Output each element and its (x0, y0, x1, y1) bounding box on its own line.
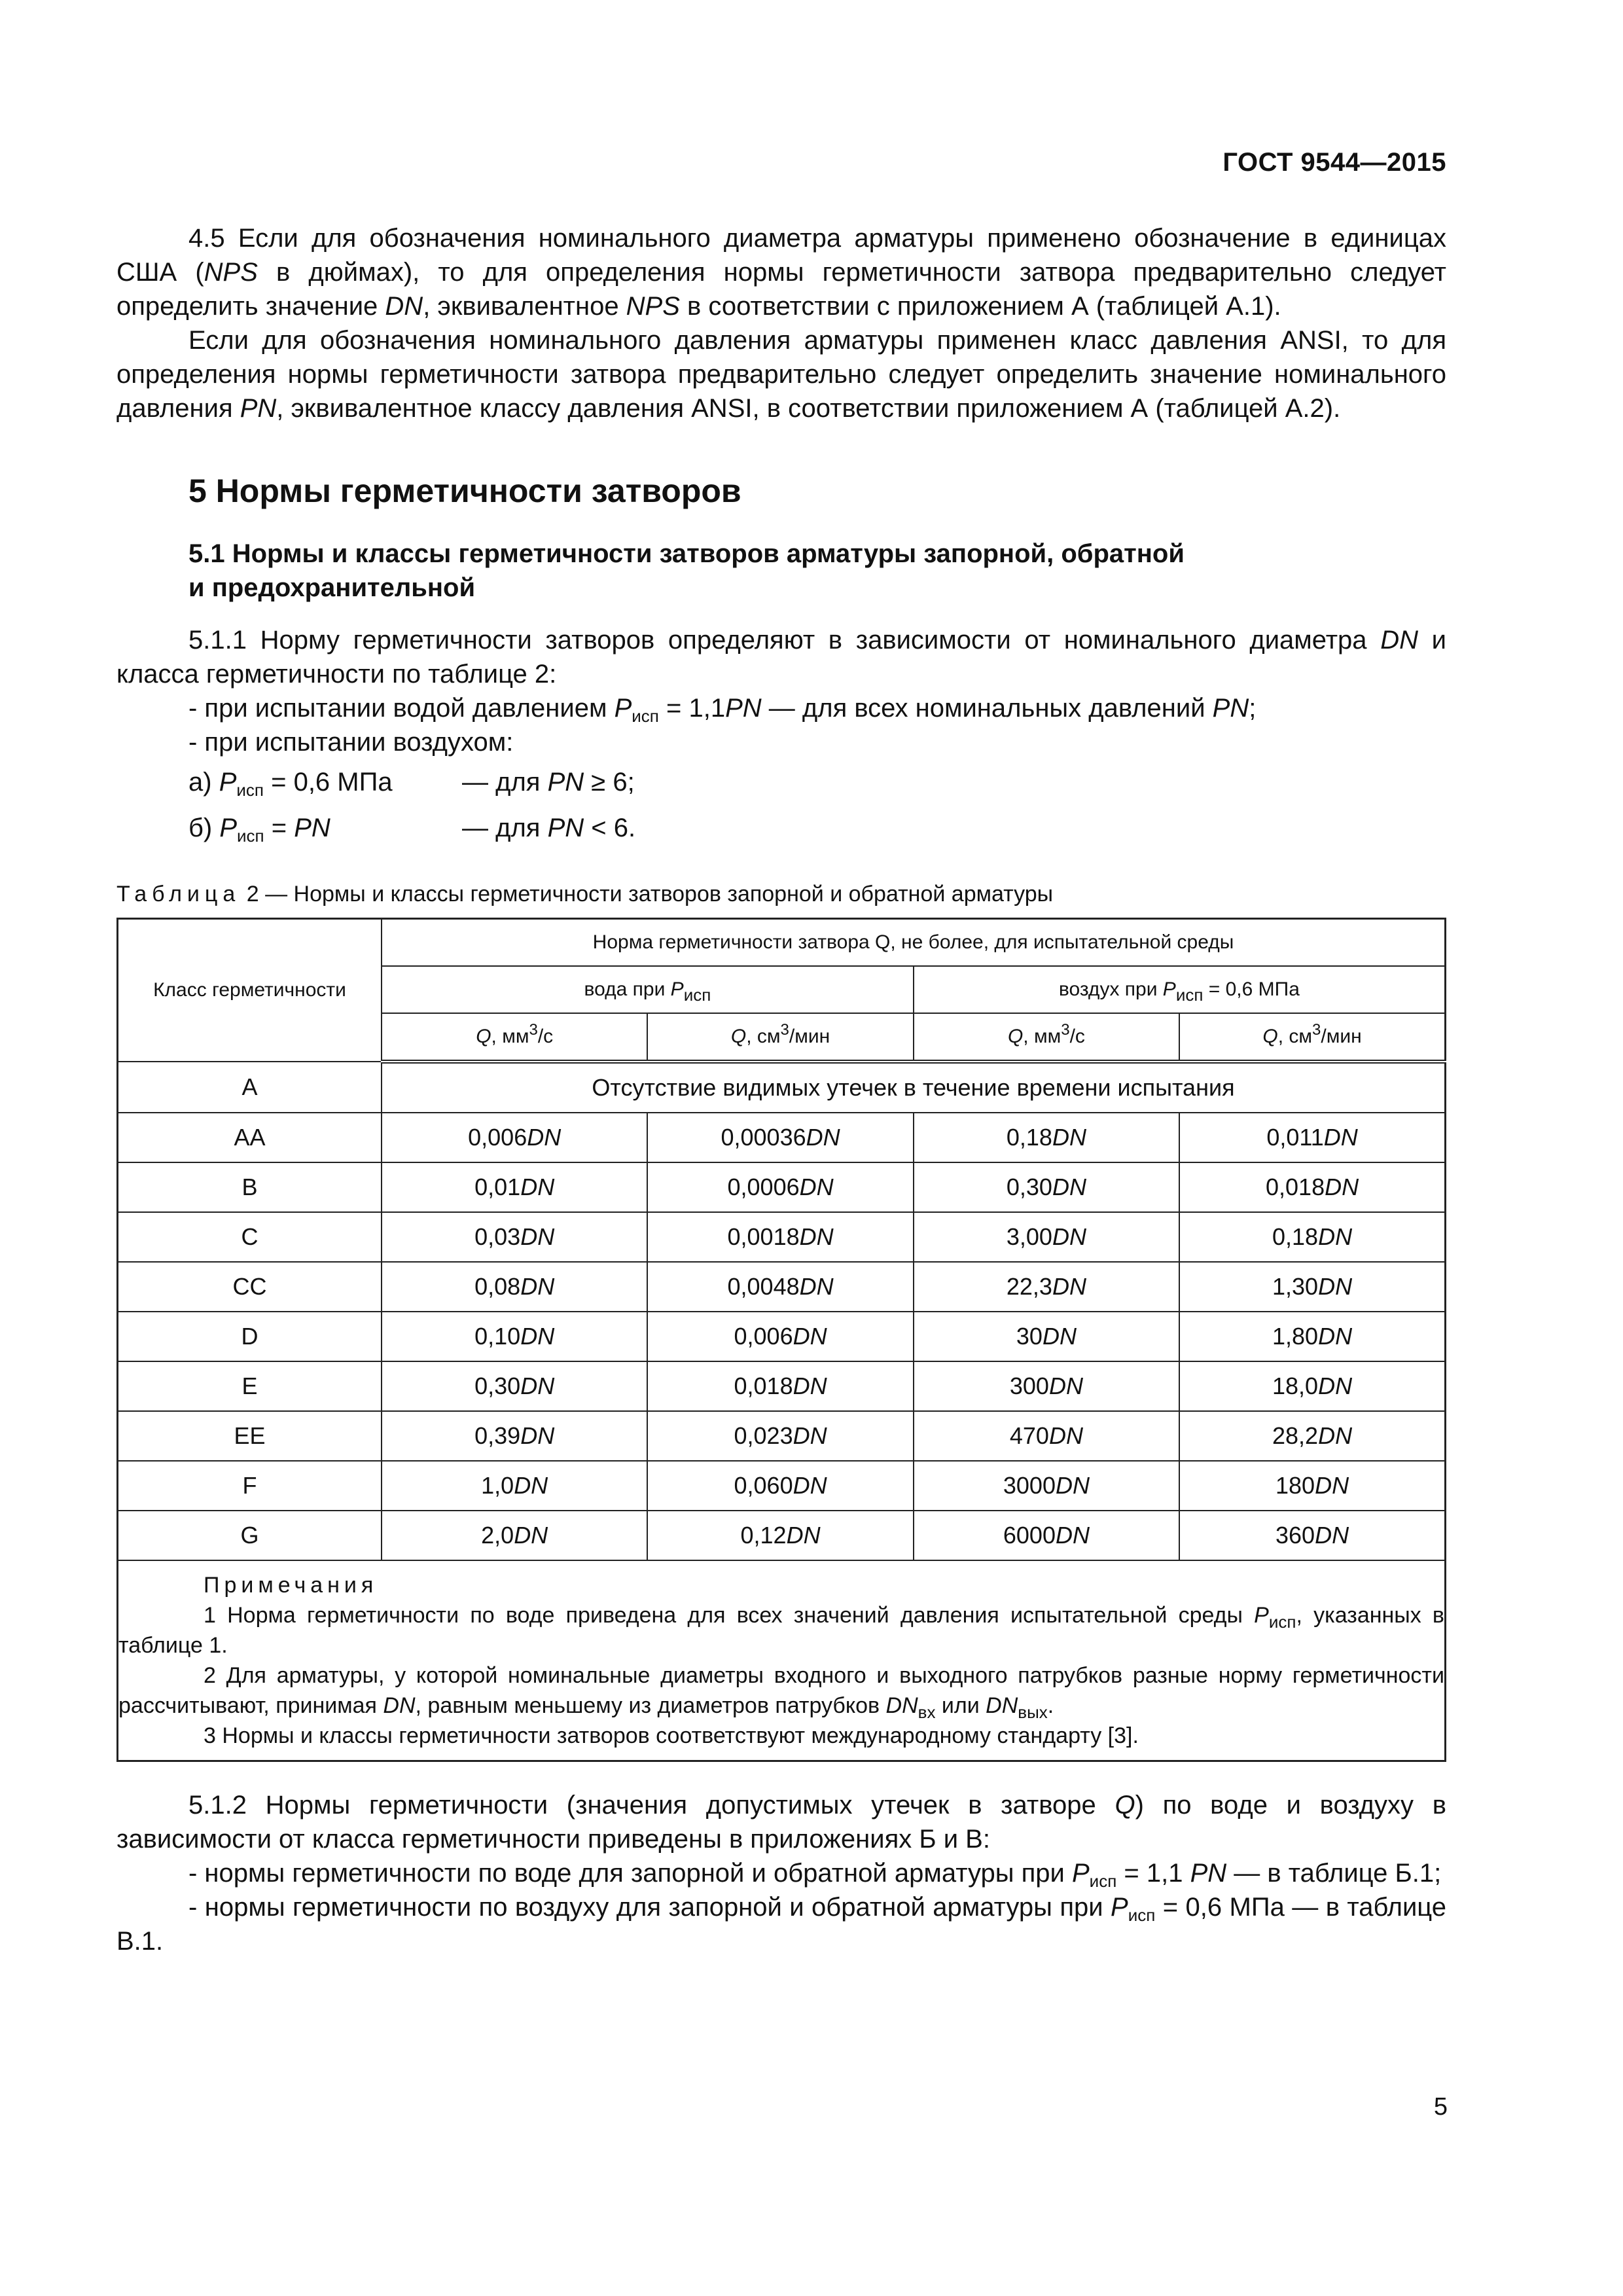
value-cell: 6000DN (914, 1511, 1179, 1560)
value-cell: 2,0DN (382, 1511, 647, 1560)
value-cell: 0,03DN (382, 1212, 647, 1262)
value-cell: 0,01DN (382, 1162, 647, 1212)
note-2: 2 Для арматуры, у которой номинальные диаметры входного и выходного патрубков разные норму герметичности рассчитывают, принимая DN, равным меньшему из диаметров патрубков $DN_{вх}$ или $DN_{вых}$. (118, 1663, 1444, 1722)
class-cell: A (118, 1062, 382, 1113)
condition-a: а) $P_{исп} = 0,6$ МПа — для PN ≥ 6; (188, 768, 635, 800)
class-cell: G (118, 1511, 382, 1560)
page-number: 5 (1433, 2093, 1448, 2121)
paragraph-4-5-1: 4.5 Если для обозначения номинального диаметра арматуры применено обозначение в единицах США (NPS в дюймах), то для определения нормы герметичности затвора предварительно следует определить значение DN, эквивалентное NPS в соответствии с приложением А (таблицей А.1). (116, 224, 1446, 321)
table-row (118, 1062, 1446, 1113)
value-cell: 0,0006DN (647, 1162, 913, 1212)
class-cell: CC (118, 1262, 382, 1312)
table-row (118, 1212, 1446, 1262)
page-content (116, 221, 1446, 1958)
table-row (118, 1361, 1446, 1411)
document-code: ГОСТ 9544—2015 (1222, 148, 1446, 177)
class-cell: F (118, 1461, 382, 1511)
header-air-mm: Q, $мм^3/с$ (914, 1013, 1179, 1062)
table-row (118, 1113, 1446, 1162)
value-cell: 1,30DN (1179, 1262, 1445, 1312)
value-cell: 0,060DN (647, 1461, 913, 1511)
table-row (118, 1511, 1446, 1560)
table-row (118, 1312, 1446, 1361)
header-water: вода при $P_{исп}$ (382, 966, 914, 1013)
table-row (118, 1162, 1446, 1212)
list-item-water-table: - нормы герметичности по воде для запорной и обратной арматуры при $P_{исп} = 1,1$ PN — в таблице Б.1; (188, 1859, 1442, 1891)
class-cell: AA (118, 1113, 382, 1162)
value-cell: 300DN (914, 1361, 1179, 1411)
list-item-water: - при испытании водой давлением $P_{исп} = 1,1PN$ — для всех номинальных давлений PN; (188, 694, 1257, 726)
table-row (118, 1262, 1446, 1312)
paragraph-5-1-1: 5.1.1 Норму герметичности затворов определяют в зависимости от номинального диаметра DN и класса герметичности по таблице 2: (116, 626, 1446, 689)
class-cell: EE (118, 1411, 382, 1461)
paragraph-4-5-2: Если для обозначения номинального давления арматуры применен класс давления ANSI, то для определения нормы герметичности затвора предварительно следует определить значение номинального давления PN, эквивалентное классу давления ANSI, в соответствии приложением А (таблицей А.2). (116, 326, 1446, 423)
header-water-cm: Q, $см^3$/мин (647, 1013, 913, 1062)
table-2-caption: Таблица 2 — Нормы и классы герметичности затворов запорной и обратной арматуры (116, 882, 1054, 906)
value-cell: 0,39DN (382, 1411, 647, 1461)
header-air-cm: Q, $см^3$/мин (1179, 1013, 1445, 1062)
value-cell: 360DN (1179, 1511, 1445, 1560)
table-notes (118, 1560, 1446, 1761)
value-cell: 470DN (914, 1411, 1179, 1461)
value-cell: 0,0048DN (647, 1262, 913, 1312)
value-cell: 0,023DN (647, 1411, 913, 1461)
class-cell: E (118, 1361, 382, 1411)
value-cell: 0,018DN (647, 1361, 913, 1411)
value-cell: 0,006DN (647, 1312, 913, 1361)
value-cell: 22,3DN (914, 1262, 1179, 1312)
header-norm: Норма герметичности затвора Q, не более, для испытательной среды (382, 919, 1446, 967)
header-air: воздух при $P_{исп} = 0,6$ МПа (914, 966, 1446, 1013)
value-cell: 0,006DN (382, 1113, 647, 1162)
value-cell: 0,30DN (914, 1162, 1179, 1212)
value-cell: 30DN (914, 1312, 1179, 1361)
value-cell: 0,30DN (382, 1361, 647, 1411)
table-2 (116, 918, 1446, 1762)
paragraph-5-1-2: 5.1.2 Нормы герметичности (значения допустимых утечек в затворе Q) по воде и воздуху в зависимости от класса герметичности приведены в приложениях Б и В: (116, 1791, 1447, 1854)
condition-b: б) $P_{исп}$ = PN — для PN < 6. (188, 814, 636, 846)
value-cell: 0,018DN (1179, 1162, 1445, 1212)
value-cell: 1,80DN (1179, 1312, 1445, 1361)
value-cell: 0,18DN (914, 1113, 1179, 1162)
header-water-mm: Q, $мм^3/с$ (382, 1013, 647, 1062)
value-cell: 0,12DN (647, 1511, 913, 1560)
list-item-air: - при испытании воздухом: (188, 728, 514, 757)
section-5-title: 5 Нормы герметичности затворов (188, 473, 741, 509)
subsection-5-1-title: 5.1 Нормы и классы герметичности затворов арматуры запорной, обратной и предохранительной (188, 539, 1185, 602)
value-cell: 3,00DN (914, 1212, 1179, 1262)
value-cell: 1,0DN (382, 1461, 647, 1511)
value-cell: 0,011DN (1179, 1113, 1445, 1162)
value-cell: 28,2DN (1179, 1411, 1445, 1461)
class-cell: C (118, 1212, 382, 1262)
value-cell: 0,00036DN (647, 1113, 913, 1162)
value-cell: 0,0018DN (647, 1212, 913, 1262)
no-leak-cell: Отсутствие видимых утечек в течение времени испытания (382, 1062, 1446, 1113)
value-cell: 0,10DN (382, 1312, 647, 1361)
notes-title: Примечания (204, 1573, 378, 1598)
list-item-air-table: - нормы герметичности по воздуху для запорной и обратной арматуры при $P_{исп} = 0,6$ МПа — в таблице В.1. (116, 1893, 1446, 1956)
table-2-body (118, 1062, 1446, 1560)
value-cell: 18,0DN (1179, 1361, 1445, 1411)
value-cell: 180DN (1179, 1461, 1445, 1511)
table-row (118, 1461, 1446, 1511)
class-cell: D (118, 1312, 382, 1361)
value-cell: 3000DN (914, 1461, 1179, 1511)
table-row (118, 1411, 1446, 1461)
value-cell: 0,18DN (1179, 1212, 1445, 1262)
class-cell: B (118, 1162, 382, 1212)
note-1: 1 Норма герметичности по воде приведена для всех значений давления испытательной среды $P_{исп}$, указанных в таблице 1. (118, 1603, 1444, 1658)
note-3: 3 Нормы и классы герметичности затворов соответствуют международному стандарту [3]. (204, 1723, 1139, 1748)
value-cell: 0,08DN (382, 1262, 647, 1312)
header-class: Класс герметичности (118, 919, 382, 1062)
